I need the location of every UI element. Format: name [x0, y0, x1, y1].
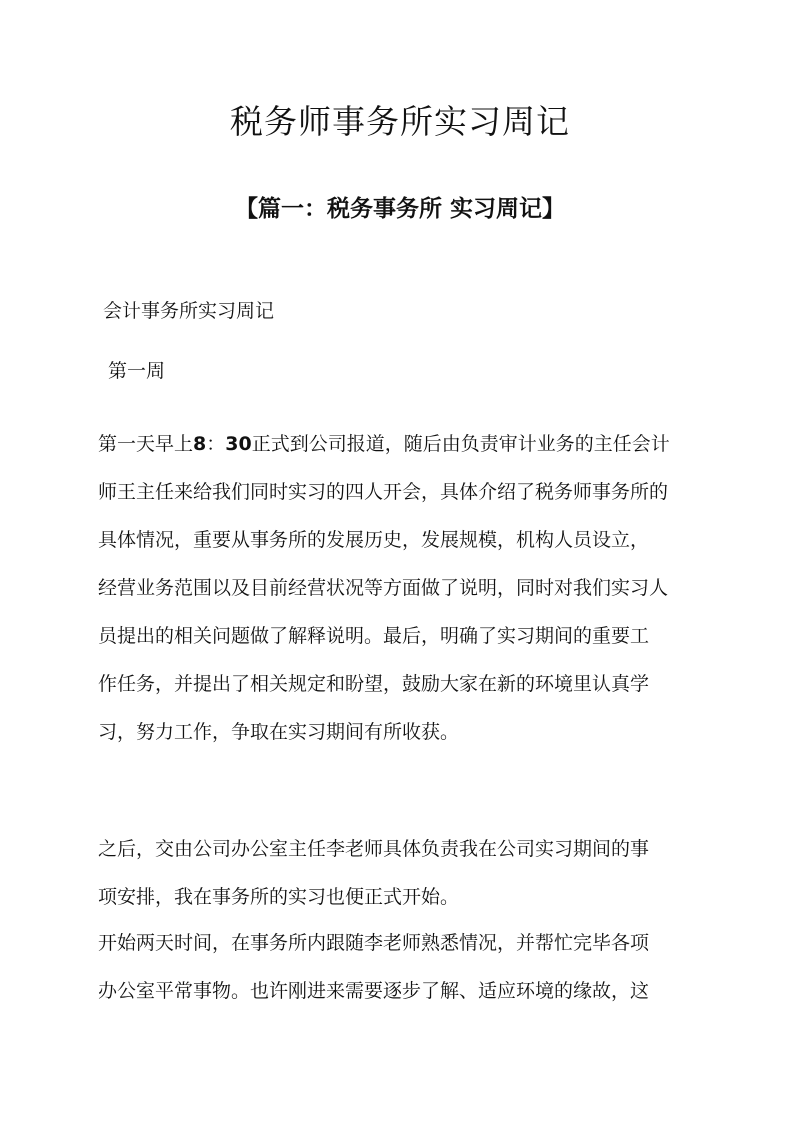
paragraph-first-days [98, 919, 708, 1015]
paragraph-line: 开始两天时间，在事务所内跟随李老师熟悉情况，并帮忙完毕各项 [98, 932, 650, 954]
paragraph-line: 项安排，我在事务所的实习也便正式开始。 [98, 886, 460, 908]
paragraph-line: 经营业务范围以及目前经营状况等方面做了说明，同时对我们实习人 [98, 577, 669, 599]
paragraph-line: 员提出的相关问题做了解释说明。最后，明确了实习期间的重要工 [98, 625, 650, 647]
time-minute: 30 [225, 433, 252, 455]
document-title: 税务师事务所实习周记 [230, 102, 570, 141]
time-hour: 8 [193, 433, 207, 455]
time-separator: ： [206, 433, 226, 455]
text-span: 正式到公司报道，随后由负责审计业务的主任会计 [251, 433, 670, 455]
paragraph-line: 师王主任来给我们同时实习的四人开会，具体介绍了税务师事务所的 [98, 481, 669, 503]
paragraph-assignment [98, 825, 708, 921]
paragraph-line: 具体情况，重要从事务所的发展历史，发展规模，机构人员设立， [98, 529, 650, 551]
document-subtitle: 【篇一：税务事务所 实习周记】 [234, 196, 565, 222]
paragraph-line: 之后，交由公司办公室主任李老师具体负责我在公司实习期间的事 [98, 838, 650, 860]
section-heading: 会计事务所实习周记 [103, 300, 275, 322]
week-heading: 第一周 [108, 360, 166, 382]
paragraph-line [98, 420, 708, 468]
paragraph-line: 作任务，并提出了相关规定和盼望，鼓励大家在新的环境里认真学 [98, 673, 650, 695]
paragraph-line: 办公室平常事物。也许刚进来需要逐步了解、适应环境的缘故，这 [98, 980, 650, 1002]
paragraph-first-day [98, 420, 708, 756]
paragraph-line: 习，努力工作，争取在实习期间有所收获。 [98, 721, 460, 743]
text-span: 第一天早上 [98, 433, 194, 455]
